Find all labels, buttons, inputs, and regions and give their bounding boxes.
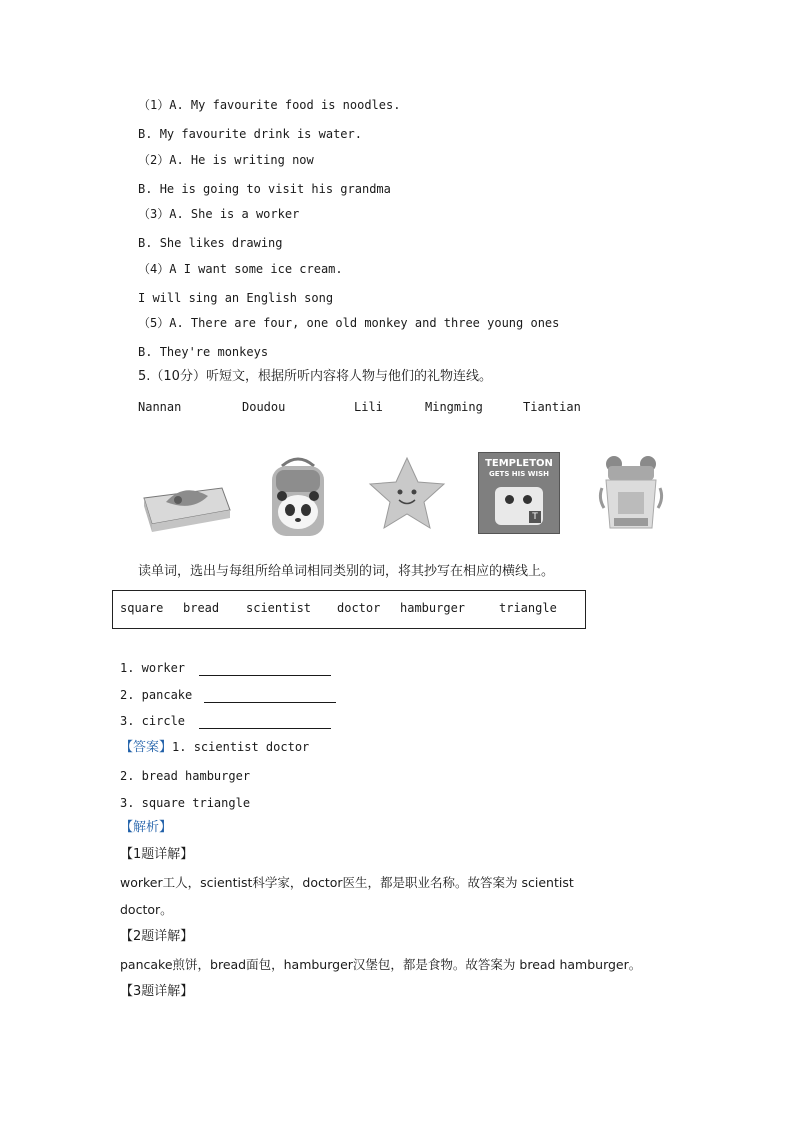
name-mingming: Mingming: [425, 400, 483, 414]
word-bank-word: scientist: [246, 601, 312, 615]
book-letter-badge: T: [529, 511, 541, 523]
option-3b: B. She likes drawing: [138, 236, 283, 250]
name-nannan: Nannan: [138, 400, 182, 414]
vocab-question-3: 3. circle: [120, 713, 331, 729]
answer-line-1: 【答案】1. scientist doctor: [120, 740, 310, 755]
storybook-picture: [478, 452, 560, 534]
answer-blank-2[interactable]: [204, 690, 336, 703]
answer-blank-1[interactable]: [199, 663, 331, 676]
book-title-line1: TEMPLETON: [485, 458, 553, 469]
analysis-label: 【解析】: [120, 820, 173, 835]
option-2a: （2）A. He is writing now: [138, 153, 314, 167]
word-bank-word: hamburger: [400, 601, 466, 615]
option-4a: （4）A I want some ice cream.: [138, 262, 343, 276]
word-bank-box: [112, 590, 586, 629]
detail-1-line2: doctor。: [120, 902, 173, 917]
detail-1-line1: worker工人，scientist科学家，doctor医生，都是职业名称。故答案为 scientist: [120, 875, 574, 890]
detail-2-line1: pancake煎饼，bread面包，hamburger汉堡包，都是食物。故答案为 bread hamburger。: [120, 957, 642, 972]
cup-toy-picture: [594, 452, 668, 538]
detail-3-title: 【3题详解】: [120, 984, 194, 999]
name-doudou: Doudou: [242, 400, 286, 414]
option-5a: （5）A. There are four, one old monkey and three young ones: [138, 316, 560, 330]
book-title-line2: GETS HIS WISH: [489, 470, 549, 478]
word-bank-word: square: [120, 601, 164, 615]
option-4b: I will sing an English song: [138, 291, 334, 305]
word-bank-word: bread: [183, 601, 220, 615]
word-bank-word: doctor: [337, 601, 381, 615]
name-tiantian: Tiantian: [523, 400, 581, 414]
book-eye-left: [505, 495, 514, 504]
detail-1-title: 【1题详解】: [120, 847, 194, 862]
vocab-question-1: 1. worker: [120, 660, 331, 676]
word-bank-word: triangle: [499, 601, 557, 615]
vocab-question-2: 2. pancake: [120, 687, 336, 703]
question5-title: 5.（10分）听短文，根据所听内容将人物与他们的礼物连线。: [138, 369, 492, 384]
answer-blank-3[interactable]: [199, 716, 331, 729]
answer-line-2: 2. bread hamburger: [120, 769, 251, 783]
option-1a: （1）A. My favourite food is noodles.: [138, 98, 401, 112]
option-5b: B. They're monkeys: [138, 345, 269, 359]
pencil-case-picture: [138, 452, 234, 542]
star-toy-picture: [366, 452, 448, 536]
vocab-instruction: 读单词，选出与每组所给单词相同类别的词，将其抄写在相应的横线上。: [138, 564, 555, 579]
answer-line-3: 3. square triangle: [120, 796, 251, 810]
detail-2-title: 【2题详解】: [120, 929, 194, 944]
book-eye-right: [523, 495, 532, 504]
name-lili: Lili: [354, 400, 383, 414]
option-2b: B. He is going to visit his grandma: [138, 182, 391, 196]
answer-label: 【答案】: [120, 740, 173, 755]
option-1b: B. My favourite drink is water.: [138, 127, 362, 141]
panda-backpack-picture: [262, 452, 334, 542]
option-3a: （3）A. She is a worker: [138, 207, 300, 221]
